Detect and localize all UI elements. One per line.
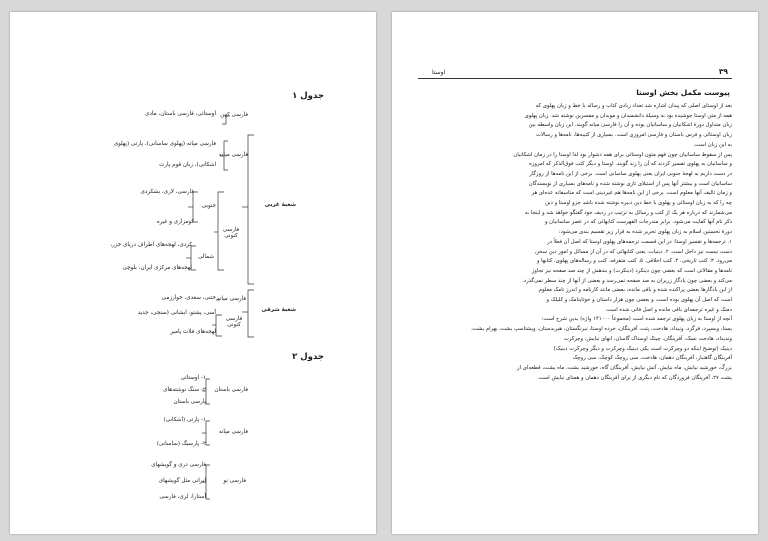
paragraph-line: دمنک و غیره ترجمه‌ای باقی مانده و اصل فانی شده است. [604, 306, 732, 313]
ancient-item-1: ۱- اوستائی [180, 375, 206, 381]
new-persian-east-item-1: آسی، پشتو، ابشانی (سنجی، جدید [137, 310, 216, 316]
header-rule [418, 78, 732, 79]
paragraph-line: ساسانیان است و بیشتر آنها پس از استیلای تازی نوشته شده و نامه‌های بسیاری از نویسندگان [528, 180, 732, 187]
middle-persian-east-item: ختنی، سغدی، خوارزمی [161, 295, 216, 301]
table2-title: جدول ۲ [292, 352, 324, 362]
paragraph-line: بعد از اوستای اصلی که پیدان اشاره شد تعداد زیادی کتاب و رساله با خط و زبان پهلوی که [535, 103, 732, 109]
north-item-1: کردی، لهجه‌های اطراف دریای خزر، [110, 242, 192, 248]
new-2-item-1: فارسی دری و گویشهای [151, 462, 206, 468]
right-page [392, 12, 758, 534]
new-persian-2-label: فارسی نو [223, 478, 246, 484]
new-persian-east-label: فارسی کنونی [225, 316, 243, 328]
new-persian-east-item-2: لهجه‌های فلات پامیر [170, 329, 216, 335]
new-persian-west-label: فارسی کنونی [222, 227, 240, 239]
paragraph-line: چه را که به زبان اوستائی و پهلوی با خط دین دبیره نوشته شده باشد جزو اوستا و دین [545, 200, 732, 207]
paragraph-line: زبان اوستائی و فرس باستان و فارسی امروزی است. بسیاری از کتیبه‌ها، نامه‌ها و رسالات [536, 132, 732, 139]
south-label: جنوبی [201, 203, 216, 209]
west-branch-label: شعبهٔ غربی [264, 202, 296, 208]
paragraph-line: از این یادگارها بعضی پراکنده شده و باقی مانده، بعضی مانند کارنامه و اندرز نامک معلوم [538, 287, 732, 294]
paragraph-line: به این زبان است. [693, 141, 732, 148]
paragraph-line: یسنا، ویسپرد، فرگرد، ونیداد، هادخت، پتت، آفرینگان، خرده اوستا، نیرنگستان، هیربدستان، ویشتاسپ یشت، بهرام یشت، [471, 326, 732, 333]
middle-persian-2-label: فارسی میانه [218, 429, 248, 435]
ancient-persian-label: فارسی باستان [214, 387, 248, 393]
paragraph-line: یشت ۲۷، آفرینگان فروردگان که نام دیگری از برای آفرینگان دهمان و همتای نیایش است. [536, 374, 732, 381]
east-branch-label: شعبهٔ شرقی [261, 307, 296, 313]
paragraph-line: دینیک (توضیح اینکه دو وچرکرت است یکی دینیک وچرکرت و دیگر وچرکرت دینیک) [553, 345, 732, 352]
north-label: شمالی [198, 254, 214, 260]
paragraph-line: است که اصل آن پهلوی بوده است، و بعضی چون هزار داستان و خوتاینامک و کلیلک و [546, 297, 732, 304]
paragraph-line: آنچه از اوستا به زبان پهلوی ترجمه شده است (مجموعاً ۱۴۱۰۰۰ واژه) بدین شرح است: [541, 316, 732, 323]
ancient-item-3: پارسی باستان [173, 399, 206, 405]
middle-2-item-1: ۱- پارتی (اشکانی) [163, 417, 206, 423]
paragraph-line: ۱. ترجمه‌ها و تفسیر اوستا: در این قسمت ترجمه‌های پهلوی اوستا که اصل آن فعلاً در [547, 238, 732, 245]
running-title: اوستا [432, 69, 446, 76]
paragraph-line: و زمان تالیف آنها معلوم است. برخی از این نامه‌ها هم غیردینی است که متاسفانه عده‌ای هر [531, 190, 732, 197]
paragraph-line: دست نیست نیز داخل است. ۲. دینیات، یعنی کتابهائی که در آن از مسائل و امور دین سخن [535, 248, 732, 255]
paragraph-line: دورهٔ نخستین اسلام به زبان پهلوی تحریر شده به قرار زیر تقسیم بندی می‌شود: [558, 229, 732, 236]
new-2-item-2: ایرانی مثل گویشهای [158, 478, 206, 484]
paragraph-line: وندیداد، هادخت نسک، آفرینگان، چیتک اوستاک گاسان، انهای نیایش، وچرکرت [563, 335, 732, 342]
paragraph-line: زبان متداول دورهٔ اشکانیان و ساسانیان بوده و آن را فارسی میانه گویند. این زبان واسطه بین [528, 122, 732, 129]
old-persian-item: اوستائی، فارسی باستان، مادی [145, 111, 216, 117]
paragraph-line: همه از متن اوستا جوشیده بود به وسیلهٔ دانشمندان و موبدان و مفسرین نوشته شد. زبان پهلوی [524, 112, 732, 119]
paragraph-line: ذکر نام آنها کفایت می‌شود. برابر مندرجات الفهرست کتابهائی که در عصر ساسانیان و [544, 219, 732, 226]
paragraph-line: می‌شمارند که درباره هر یک از کتب و رسائل به ترتیب در ردیف خود گفتگو خواهد شد و اینجا به [524, 209, 732, 216]
north-item-2: لهجه‌های مرکزی ایران، بلوچی [122, 265, 192, 271]
paragraph-line: می‌کند و بعضی چون یادگار زریران به صد صفحه نمی‌رسد و بعضی از آنها از چند سطر نمی‌گذرد. [522, 277, 732, 284]
left-page [10, 12, 376, 534]
paragraph-line: نامه‌ها و مقالاتی است که بعضی چون دینکرد (دینکرت) و بندهش از چند صد صفحه نیز تجاوز [531, 267, 732, 274]
middle-persian-item-1: فارسی میانه (پهلوی ساسانی)، پارتی (پهلوی [113, 141, 216, 147]
section-heading: پیوست مکمل بخش اوستا [636, 88, 730, 97]
paragraph-line: و ساسانیان به پهلوی تفسیر کردند که آن را زند گویند. اوستا و دیگر کتب فوق‌الذکر که امروزه [529, 161, 732, 168]
middle-2-item-2: ۲- پارسیگ (ساسانی) [156, 441, 206, 447]
paragraph-line: بزرگ، خورشید نیایش، ماه نیایش، آتش نیایش، آفرینگان گاه، خورشید یشت، ماه یشت، قطعه‌ای از [517, 364, 732, 371]
paragraph-line: در دست داریم به لهجهٔ جنوبی ایران یعنی پهلوی ساسانی است. برخی از این نامه‌ها از روزگار [529, 170, 732, 177]
paragraph-line: می‌رود. ۳. کتب تاریخی. ۴. کتب اخلاقی. ۵. کتب متفرقه. کتب و رساله‌های پهلوی، کتابها و [536, 258, 732, 265]
paragraph-line: پس از سقوط ساسانیان چون فهم متون اوستائی برای همه دشوار بود لذا اوستا را در زمان اشکانیان [513, 151, 732, 158]
ancient-item-2: ۲- سنگ نوشته‌های [163, 387, 206, 393]
old-persian-label: فارسی کهن [220, 112, 248, 118]
table1-title: جدول ۱ [292, 91, 324, 101]
south-item-1: فارسی، لاری، بشکردی [140, 189, 194, 195]
south-item-2: کومزاری و غیره [156, 219, 194, 225]
page-number: ۳۹ [718, 67, 728, 76]
middle-persian-label: فارسی میانه [218, 152, 248, 158]
new-2-item-3: آستارا، لری، فارسی [159, 494, 206, 500]
paragraph-line: آفرینگان گاهنبار، آفرینگان دهمان، هادخت، سی روچک کوچک، سی روچک [572, 355, 732, 362]
body-text [418, 102, 732, 383]
middle-persian-item-2: اشکانی)، زبان قوم پارت [159, 162, 216, 168]
middle-persian-east-label: فارسی میانه [216, 296, 246, 302]
